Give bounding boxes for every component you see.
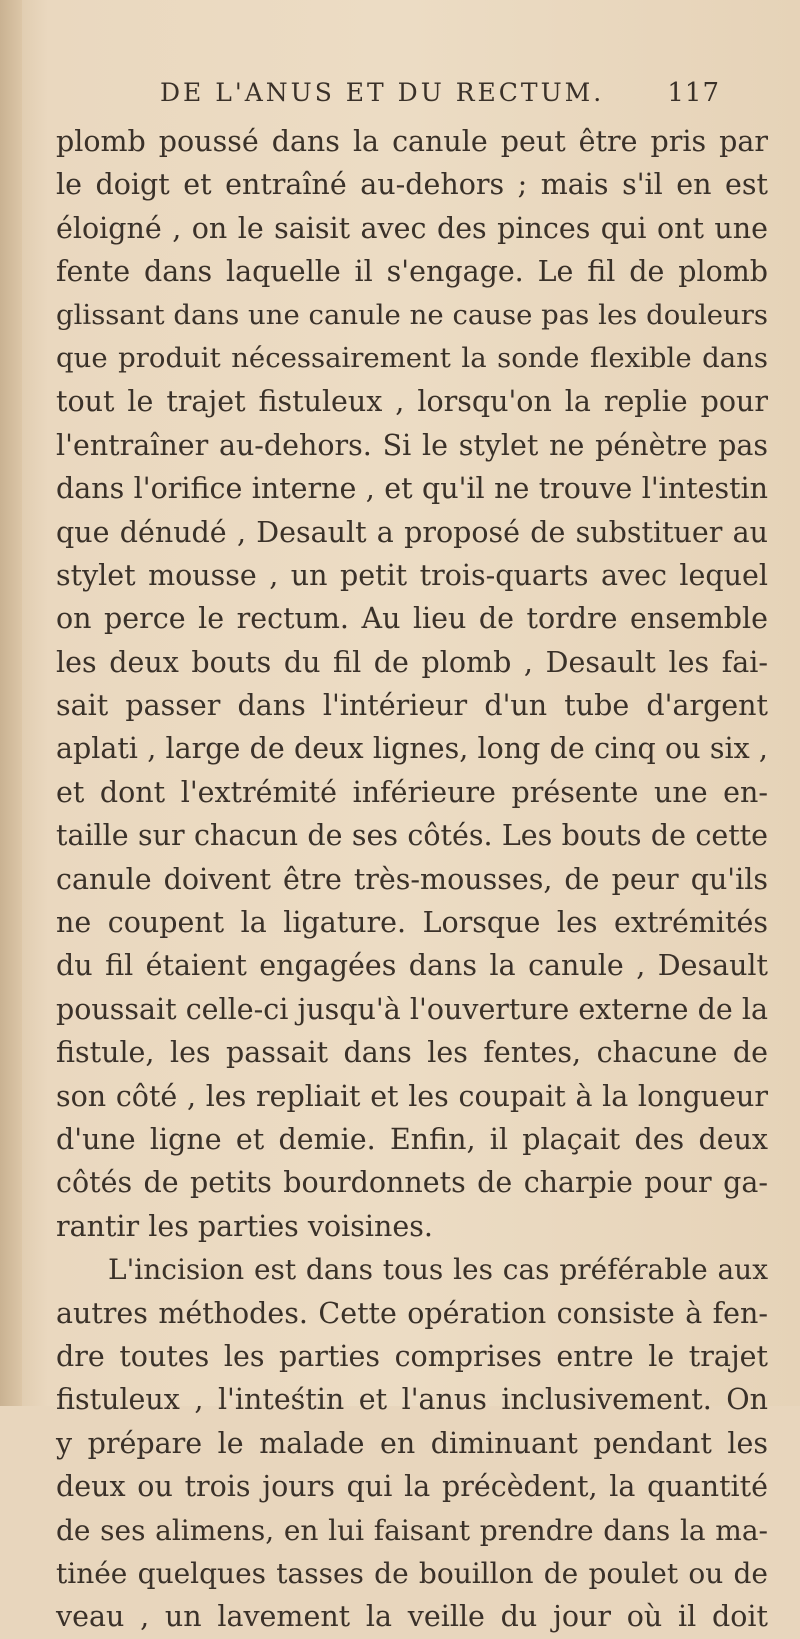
text-line: fente dans laquelle il s'engage. Le fil de plomb [56, 255, 768, 289]
text-line: de ses alimens, en lui faisant prendre dans la ma- [56, 1513, 768, 1547]
text-line: tout le trajet fistuleux , lorsqu'on la replie pour [56, 385, 768, 419]
text-line: que dénudé , Desault a proposé de substituer au [56, 515, 768, 549]
paragraph-start-line: L'incision est dans tous les cas préférable aux [108, 1253, 768, 1287]
text-line: tinée quelques tasses de bouillon de poulet ou de [56, 1556, 768, 1590]
text-line: taille sur chacun de ses côtés. Les bouts de cette [56, 819, 768, 853]
text-line: y prépare le malade en diminuant pendant les [56, 1426, 768, 1460]
page-header [160, 78, 720, 118]
text-line: deux ou trois jours qui la précèdent, la quantité [56, 1470, 768, 1504]
text-line: son côté , les repliait et les coupait à la longueur [56, 1079, 768, 1113]
page-binding-edge [0, 0, 22, 1406]
text-line: rantir les parties voisines. [56, 1209, 433, 1243]
text-line: les deux bouts du fil de plomb , Desault les fai- [56, 645, 768, 679]
body-text [56, 120, 768, 1639]
text-line: d'une ligne et demie. Enfin, il plaçait des deux [56, 1122, 768, 1156]
text-line: et dont l'extrémité inférieure présente une en- [56, 775, 768, 809]
text-line: plomb poussé dans la canule peut être pris par [56, 125, 768, 158]
text-line: l'entraîner au-dehors. Si le stylet ne pénètre pas [56, 428, 768, 462]
text-line: fistuleux , l'inteśtin et l'anus inclusivement. On [56, 1383, 768, 1417]
text-line: on perce le rectum. Au lieu de tordre ensemble [56, 602, 768, 636]
text-line: sait passer dans l'intérieur d'un tube d'argent [56, 689, 768, 723]
text-line: glissant dans une canule ne cause pas les douleurs [56, 298, 768, 331]
text-line: stylet mousse , un petit trois-quarts avec lequel [56, 558, 768, 592]
text-line: aplati , large de deux lignes, long de cinq ou six , [56, 732, 768, 766]
text-line: dans l'orifice interne , et qu'il ne trouve l'intestin [56, 472, 768, 506]
text-line: veau , un lavement la veille du jour où il doit [56, 1600, 768, 1634]
text-line: le doigt et entraîné au-dehors ; mais s'il en est [56, 168, 768, 202]
text-line: poussait celle-ci jusqu'à l'ouverture externe de la [56, 992, 768, 1026]
page-number: 117 [667, 78, 720, 108]
text-line: côtés de petits bourdonnets de charpie pour ga- [56, 1166, 768, 1200]
text-line: fistule, les passait dans les fentes, chacune de [56, 1036, 768, 1070]
text-line: ne coupent la ligature. Lorsque les extrémités [56, 906, 768, 940]
text-line: canule doivent être très-mousses, de peur qu'ils [56, 862, 768, 896]
running-head: DE L'ANUS ET DU RECTUM. [160, 78, 605, 107]
text-line: autres méthodes. Cette opération consiste à fen- [56, 1296, 768, 1330]
text-line: éloigné , on le saisit avec des pinces qui ont une [56, 211, 768, 245]
text-line: du fil étaient engagées dans la canule , Desault [56, 949, 768, 983]
text-line: que produit nécessairement la sonde flexible dans [56, 341, 768, 374]
text-line: dre toutes les parties comprises entre le trajet [56, 1339, 768, 1373]
